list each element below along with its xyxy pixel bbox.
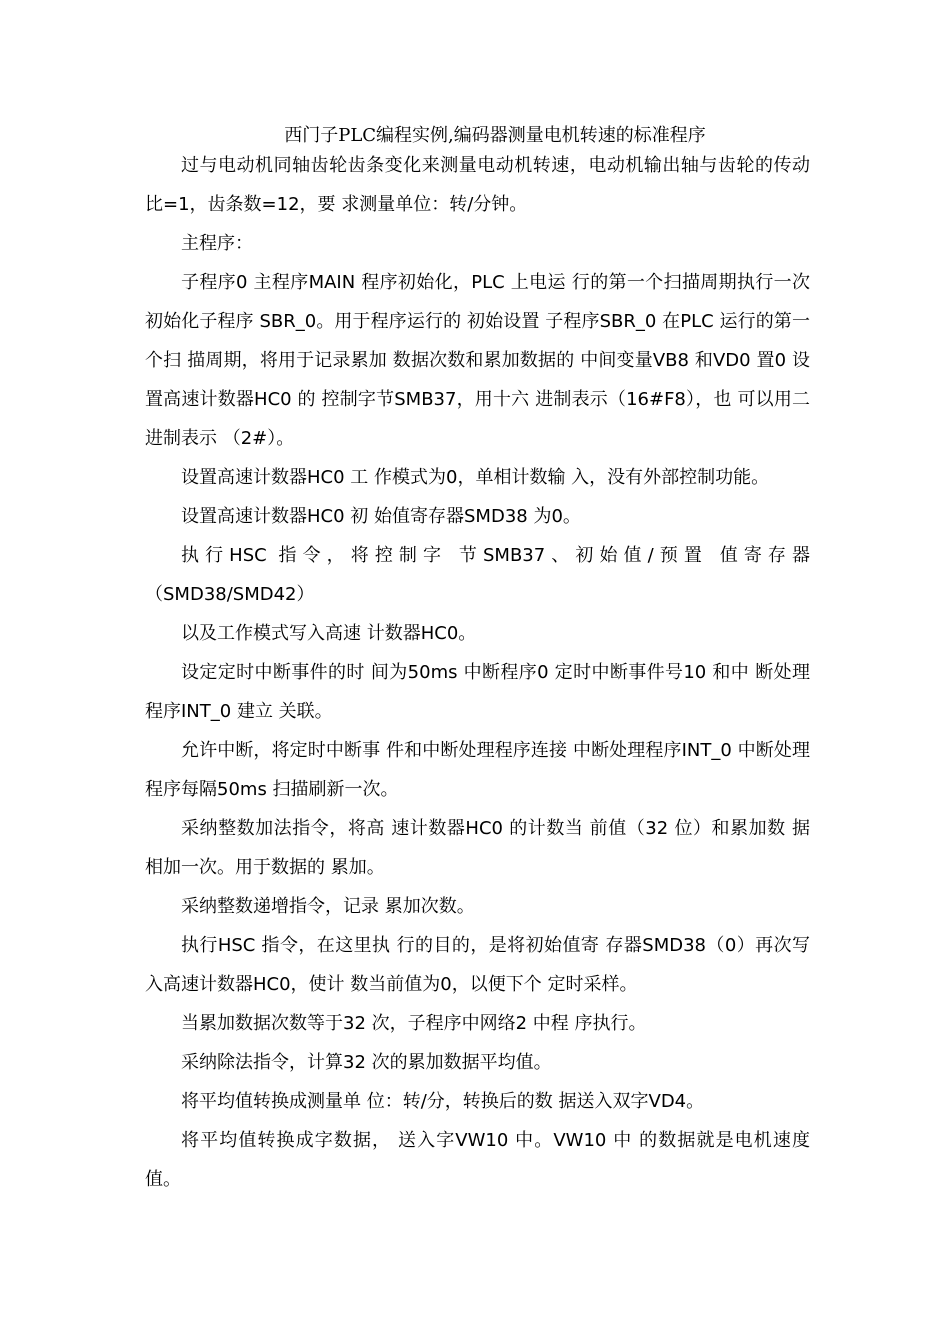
paragraph: 采纳除法指令，计算32 次的累加数据平均值。 [181, 1052, 552, 1073]
paragraph: 以及工作模式写入高速 计数器HC0。 [181, 623, 477, 644]
paragraph: 将平均值转换成字数据， 送入字VW10 中。VW10 中 的数据就是电机速度值。 [145, 1130, 810, 1190]
paragraph: 设置高速计数器HC0 工 作模式为0，单相计数输 入，没有外部控制功能。 [181, 467, 770, 488]
paragraph: 子程序0 主程序MAIN 程序初始化，PLC 上电运 行的第一个扫描周期执行一次初始化子程序 SBR_0。用于程序运行的 初始设置 子程序SBR_0 在PLC 运行的第一个扫 描周期，将用于记录累加 数据次数和累加数据的 中间变量VB8 和VD0 置0 设置高速计数器HC0 的 控制字节SMB37，用十六 进制表示（16#F8），也 可以用二进制表示 （2#）。 [145, 272, 810, 449]
paragraph: 采纳整数递增指令，记录 累加次数。 [181, 896, 475, 917]
paragraph: 设置高速计数器HC0 初 始值寄存器SMD38 为0。 [181, 506, 581, 527]
paragraph: 主程序： [181, 233, 253, 254]
paragraph: 执行HSC 指令，将控制字 节SMB37、初始值/预置 值寄存器（SMD38/SMD42） [145, 545, 810, 605]
paragraph: 采纳整数加法指令，将高 速计数器HC0 的计数当 前值（32 位）和累加数 据相加一次。用于数据的 累加。 [145, 818, 810, 878]
paragraph: 过与电动机同轴齿轮齿条变化来测量电动机转速，电动机输出轴与齿轮的传动比=1，齿条数=12，要 求测量单位：转/分钟。 [145, 155, 810, 215]
paragraph: 执行HSC 指令，在这里执 行的目的，是将初始值寄 存器SMD38（0）再次写 入高速计数器HC0，使计 数当前值为0，以便下个 定时采样。 [145, 935, 810, 995]
paragraph: 将平均值转换成测量单 位：转/分，转换后的数 据送入双字VD4。 [181, 1091, 705, 1112]
document-body [145, 146, 810, 1199]
paragraph: 设定定时中断事件的时 间为50ms 中断程序0 定时中断事件号10 和中 断处理程序INT_0 建立 关联。 [145, 662, 810, 722]
document-title: 西门子PLC编程实例,编码器测量电机转速的标准程序 [284, 125, 706, 146]
paragraph: 允许中断，将定时中断事 件和中断处理程序连接 中断处理程序INT_0 中断处理程序每隔50ms 扫描刷新一次。 [145, 740, 810, 800]
paragraph: 当累加数据次数等于32 次，子程序中网络2 中程 序执行。 [181, 1013, 647, 1034]
